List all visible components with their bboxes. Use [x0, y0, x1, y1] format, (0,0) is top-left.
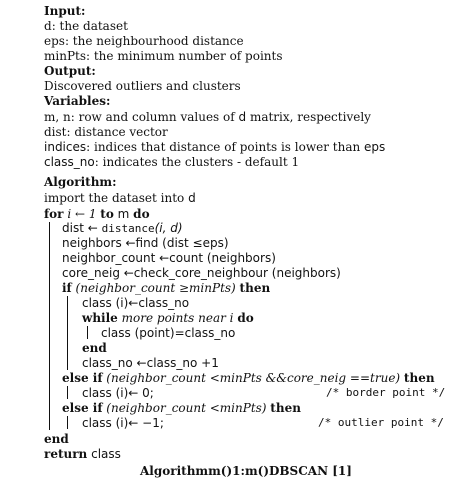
class-point-line: class (point)=class_no [101, 326, 236, 340]
distance-func: distance [101, 222, 155, 235]
input-heading: Input: [44, 4, 86, 18]
distance-args: (i, d) [154, 221, 183, 235]
while-condition: more points near i [117, 311, 238, 325]
output-desc: Discovered outliers and clusters [44, 79, 241, 93]
elseif-2-bar [67, 416, 68, 429]
input-minpts-line [44, 49, 283, 63]
input-d-line [44, 19, 128, 33]
for-range-start: i ← 1 [63, 207, 101, 221]
indices-desc: : indices that distance of points is lower than [86, 140, 365, 154]
outlier-point-comment: /* outlier point */ [318, 416, 444, 429]
dist-desc: : distance vector [66, 125, 168, 139]
d-label: d [44, 19, 52, 33]
indices-label: indices [44, 140, 87, 154]
mn-d: d [238, 110, 247, 124]
class-desc: : indicates the clusters - default 1 [94, 155, 300, 169]
dist-label: dist [44, 125, 67, 139]
elseif-1-line [62, 371, 435, 385]
dist-assign-lhs: dist ← [62, 221, 102, 235]
if-block-bar [67, 296, 68, 370]
d-desc: : the dataset [51, 19, 128, 33]
variables-heading: Variables: [44, 94, 111, 108]
input-eps-line [44, 34, 244, 48]
indices-eps: eps [364, 140, 386, 154]
do-keyword: do [133, 207, 150, 221]
minpts-desc: : the minimum number of points [86, 49, 283, 63]
while-end-keyword: end [82, 341, 107, 355]
for-range-end: m [113, 207, 134, 221]
core-neig-line: core_neig ←check_core_neighbour (neighbors) [62, 266, 341, 280]
for-keyword: for [44, 207, 64, 221]
elseif-keyword: else if [62, 371, 103, 385]
elseif-1-condition: (neighbor_count <minPts &&core_neig ==true) [102, 371, 404, 385]
import-line [44, 191, 196, 205]
then-keyword: then [270, 401, 301, 415]
variables-class-line [44, 155, 299, 169]
neighbor-count-line: neighbor_count ←count (neighbors) [62, 251, 276, 265]
return-keyword: return [44, 447, 88, 461]
import-d: d [188, 191, 196, 205]
class-label: class_no [44, 155, 95, 169]
eps-desc: : the neighbourhood distance [64, 34, 244, 48]
minpts-label: minPts [44, 49, 86, 63]
mn-tail: matrix, respectively [246, 110, 371, 124]
dist-assign-line [62, 221, 183, 236]
mn-text: m, n: row and column values of [44, 110, 239, 124]
class-assign-line: class (i)←class_no [82, 296, 190, 310]
then-keyword: then [403, 371, 435, 385]
elseif-1-bar [67, 386, 68, 399]
if-keyword: if [62, 281, 72, 295]
return-line [44, 447, 121, 461]
if-line [62, 281, 270, 295]
algorithm-caption [140, 464, 352, 478]
class-zero-line: class (i)← 0; [82, 386, 154, 400]
for-line [44, 207, 150, 221]
neighbors-line: neighbors ←find (dist ≤eps) [62, 236, 229, 250]
while-do-keyword: do [237, 311, 254, 325]
caption-text: Algorithmm()1:m()DBSCAN [1] [140, 464, 352, 478]
output-heading: Output: [44, 64, 96, 78]
import-text: import the dataset into [44, 191, 189, 205]
then-keyword: then [239, 281, 271, 295]
if-condition: (neighbor_count ≥minPts) [71, 281, 240, 295]
while-line [82, 311, 254, 325]
class-neg-line: class (i)← −1; [82, 416, 164, 430]
to-keyword: to [100, 207, 114, 221]
variables-indices-line [44, 140, 385, 154]
while-block-bar [87, 326, 88, 339]
elseif-keyword: else if [62, 401, 103, 415]
elseif-2-line [62, 401, 301, 415]
while-keyword: while [82, 311, 118, 325]
elseif-2-condition: (neighbor_count <minPts) [102, 401, 271, 415]
class-increment-line: class_no ←class_no +1 [82, 356, 219, 370]
variables-mn-line [44, 110, 371, 124]
for-block-bar [49, 222, 50, 430]
return-value: class [87, 447, 121, 461]
border-point-comment: /* border point */ [326, 386, 446, 399]
algorithm-heading: Algorithm: [44, 175, 117, 189]
eps-label: eps [44, 34, 65, 48]
variables-dist-line [44, 125, 168, 139]
for-end-keyword: end [44, 432, 69, 446]
